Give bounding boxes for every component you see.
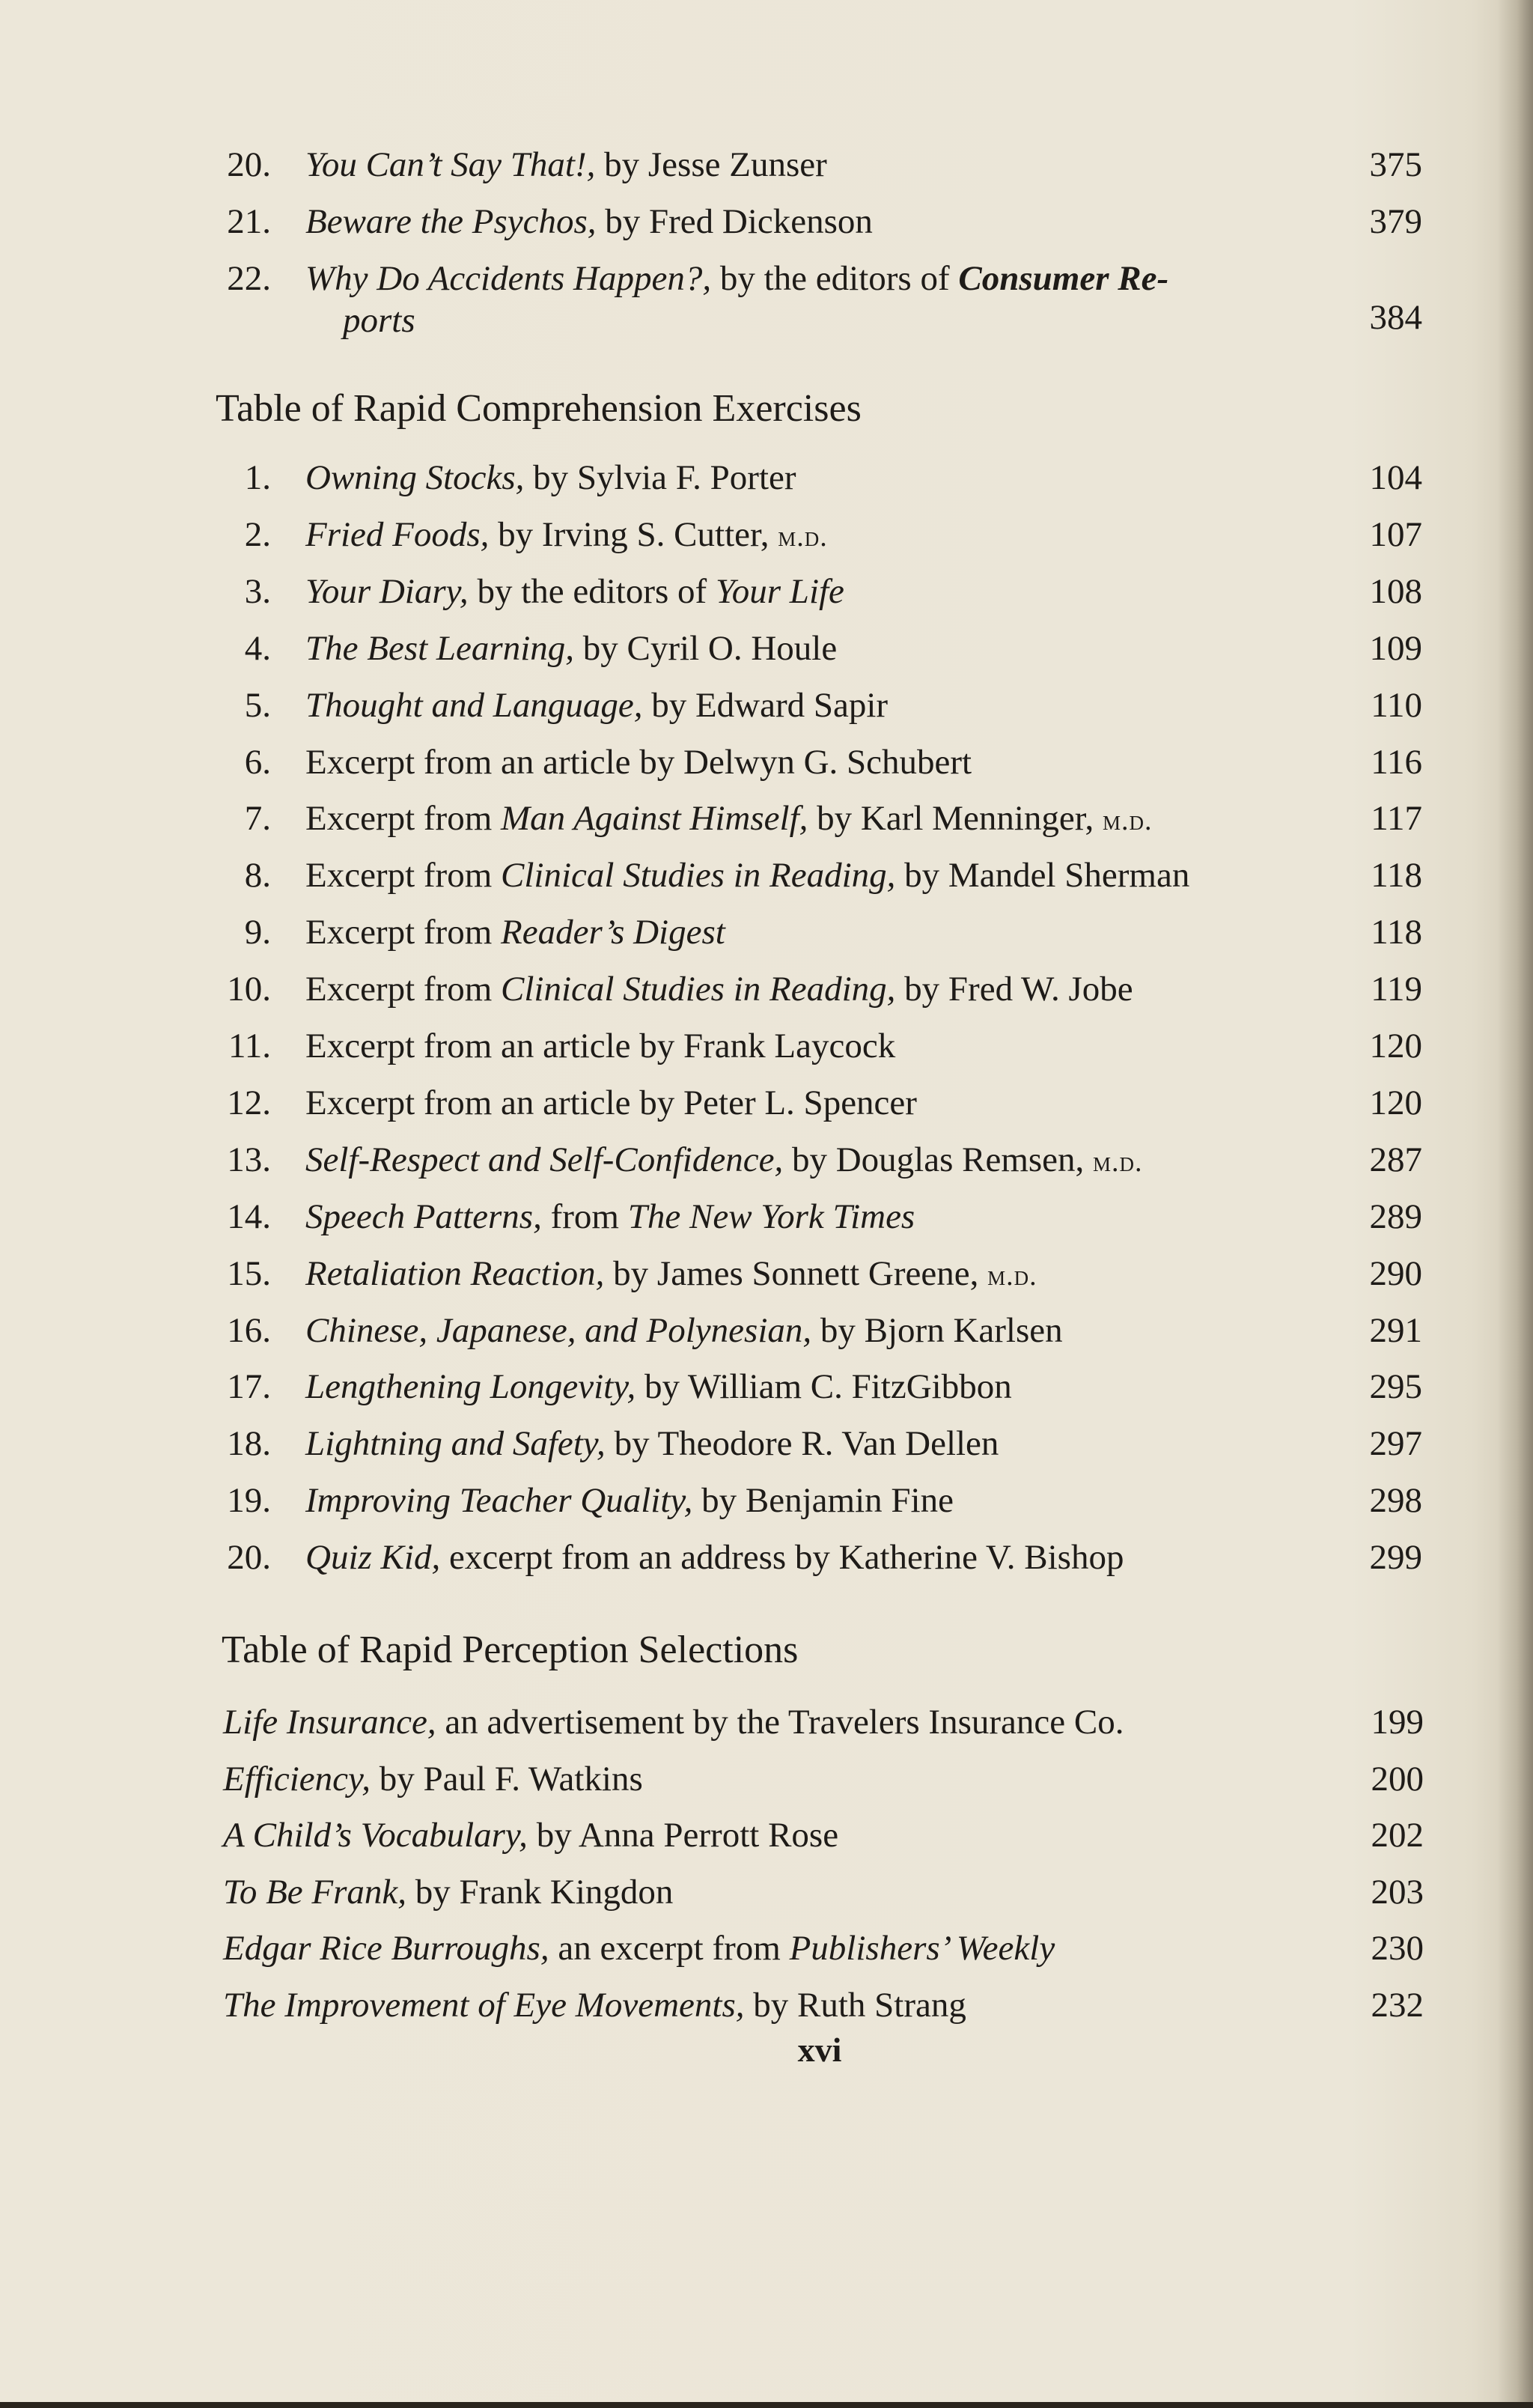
page-number: 203 [1371, 1873, 1424, 1912]
list-entry [305, 911, 725, 953]
list-number: 9. [244, 913, 271, 952]
entry-author: by Mandel Sherman [895, 856, 1190, 895]
list-number: 7. [244, 799, 271, 838]
section-heading-comprehension: Table of Rapid Comprehension Exercises [216, 387, 862, 430]
entry-author: from [541, 1197, 628, 1236]
list-entry [223, 1814, 838, 1856]
page-number: 104 [1369, 458, 1422, 497]
entry-title-secondary: The New York Times [627, 1197, 915, 1236]
entry-title: The Improvement of Eye Movements, [223, 1986, 745, 2025]
list-entry [223, 1758, 643, 1800]
entry-title: Beware the Psychos, [305, 202, 597, 241]
page-number: 109 [1369, 629, 1422, 668]
entry-title: Your Diary, [305, 572, 469, 611]
list-number: 19. [227, 1481, 271, 1520]
list-entry [305, 571, 844, 612]
page-number: 375 [1369, 145, 1422, 184]
list-entry [305, 201, 873, 243]
list-number: 15. [227, 1254, 271, 1293]
list-number: 16. [227, 1311, 271, 1350]
page-number: 290 [1369, 1254, 1422, 1293]
entry-title: Chinese, Japanese, and Polynesian, [305, 1311, 812, 1350]
page-number: 232 [1371, 1986, 1424, 2025]
entry-author: by Frank Kingdon [406, 1873, 674, 1912]
entry-title: Efficiency, [223, 1760, 371, 1799]
page-number: 118 [1371, 913, 1422, 952]
entry-author: by the editors of [711, 259, 959, 298]
page-number: 118 [1371, 856, 1422, 895]
list-entry-continuation: ports [343, 301, 415, 340]
entry-prefix: Excerpt from [305, 856, 502, 895]
list-entry [223, 1927, 1055, 1969]
entry-title: Self-Respect and Self-Confidence, [305, 1140, 784, 1179]
entry-title: Speech Patterns, [305, 1197, 542, 1236]
list-number: 12. [227, 1083, 271, 1122]
entry-prefix: Excerpt from an article by Peter L. Spencer [305, 1083, 917, 1122]
entry-prefix: Excerpt from an article by Frank Laycock [305, 1027, 896, 1065]
entry-degree: m.d. [1103, 805, 1153, 836]
entry-degree: m.d. [1093, 1146, 1143, 1178]
list-entry [305, 854, 1189, 896]
list-number: 5. [244, 686, 271, 725]
entry-title: Clinical Studies in Reading, [501, 856, 896, 895]
page-number: 120 [1369, 1027, 1422, 1065]
list-number: 22. [227, 259, 271, 298]
list-entry [223, 1871, 673, 1913]
list-entry [305, 514, 828, 558]
list-entry [305, 741, 972, 783]
entry-prefix: Excerpt from [305, 970, 502, 1009]
entry-author: by Irving S. Cutter, [489, 515, 778, 554]
entry-prefix: Excerpt from an article by Delwyn G. Schubert [305, 743, 972, 782]
entry-degree: m.d. [778, 521, 828, 553]
page-number: 200 [1371, 1760, 1424, 1799]
list-entry [305, 1196, 915, 1238]
list-number: 21. [227, 202, 271, 241]
entry-author: by James Sonnett Greene, [604, 1254, 988, 1293]
entry-author: by Fred Dickenson [596, 202, 873, 241]
page-number: 291 [1369, 1311, 1422, 1350]
page-number: 297 [1369, 1424, 1422, 1463]
entry-title-secondary: Consumer Re- [958, 259, 1169, 298]
entry-title: Thought and Language, [305, 686, 643, 725]
list-entry [223, 1701, 1124, 1743]
entry-title: Lightning and Safety, [305, 1424, 606, 1463]
entry-author: by the editors of [468, 572, 716, 611]
entry-title: A Child’s Vocabulary, [223, 1816, 528, 1855]
list-entry [305, 797, 1153, 842]
entry-degree: m.d. [987, 1260, 1037, 1292]
list-entry [305, 1082, 917, 1124]
list-entry [223, 1984, 966, 2026]
entry-author: by Douglas Remsen, [783, 1140, 1094, 1179]
entry-author: by Fred W. Jobe [895, 970, 1133, 1009]
page-number: 230 [1371, 1929, 1424, 1968]
entry-title: Quiz Kid, [305, 1538, 441, 1577]
page-bottom-edge [0, 2402, 1533, 2408]
entry-author: by Edward Sapir [642, 686, 889, 725]
entry-title: Lengthening Longevity, [305, 1367, 636, 1406]
list-entry [305, 1310, 1063, 1352]
list-number: 10. [227, 970, 271, 1009]
page-number: 202 [1371, 1816, 1424, 1855]
page-number: 199 [1371, 1703, 1424, 1742]
entry-author: by Jesse Zunser [595, 145, 827, 184]
page-number: 107 [1369, 515, 1422, 554]
list-number: 20. [227, 145, 271, 184]
entry-author: an excerpt from [549, 1929, 790, 1968]
entry-title: To Be Frank, [223, 1873, 407, 1912]
page-number: 289 [1369, 1197, 1422, 1236]
entry-author: by Karl Menninger, [808, 799, 1103, 838]
entry-author: an advertisement by the Travelers Insurance Co. [436, 1703, 1124, 1742]
list-number: 1. [244, 458, 271, 497]
entry-prefix: Excerpt from [305, 913, 502, 952]
list-entry [305, 684, 888, 726]
list-number: 14. [227, 1197, 271, 1236]
list-number: 2. [244, 515, 271, 554]
entry-title-secondary: Your Life [715, 572, 844, 611]
page-number: 287 [1369, 1140, 1422, 1179]
page-folio: xvi [797, 2031, 842, 2069]
entry-title: Clinical Studies in Reading, [501, 970, 896, 1009]
entry-title: Retaliation Reaction, [305, 1254, 605, 1293]
list-entry [305, 144, 827, 186]
entry-title: Man Against Himself, [501, 799, 808, 838]
entry-title: The Best Learning, [305, 629, 575, 668]
entry-author: by Cyril O. Houle [574, 629, 838, 668]
entry-title: Why Do Accidents Happen?, [305, 259, 712, 298]
page-number: 119 [1371, 970, 1422, 1009]
list-number: 3. [244, 572, 271, 611]
list-entry [305, 1025, 895, 1067]
list-entry [305, 1536, 1124, 1578]
list-number: 20. [227, 1538, 271, 1577]
list-entry [305, 1253, 1037, 1297]
list-entry [305, 258, 1168, 300]
page-number: 117 [1371, 799, 1422, 838]
page-number: 299 [1369, 1538, 1422, 1577]
entry-author: by Benjamin Fine [692, 1481, 954, 1520]
entry-title: Owning Stocks, [305, 458, 525, 497]
list-entry [305, 627, 837, 669]
entry-author: by Anna Perrott Rose [527, 1816, 839, 1855]
list-number: 6. [244, 743, 271, 782]
page-number: 120 [1369, 1083, 1422, 1122]
list-entry [305, 1366, 1012, 1408]
page-number: 384 [1369, 298, 1422, 337]
page-number: 379 [1369, 202, 1422, 241]
list-entry [305, 1423, 999, 1465]
list-number: 4. [244, 629, 271, 668]
entry-author: by Bjorn Karlsen [811, 1311, 1063, 1350]
entry-author: excerpt from an address by Katherine V. Bishop [440, 1538, 1124, 1577]
page-number: 108 [1369, 572, 1422, 611]
list-entry [305, 457, 796, 499]
list-number: 13. [227, 1140, 271, 1179]
entry-author: by Ruth Strang [744, 1986, 966, 2025]
page-number: 110 [1371, 686, 1422, 725]
entry-author: by Theodore R. Van Dellen [605, 1424, 999, 1463]
entry-prefix: Excerpt from [305, 799, 502, 838]
entry-title-secondary: Publishers’ Weekly [789, 1929, 1055, 1968]
list-entry [305, 968, 1133, 1010]
page-number: 116 [1371, 743, 1422, 782]
list-number: 8. [244, 856, 271, 895]
entry-author: by Paul F. Watkins [371, 1760, 643, 1799]
entry-title: Fried Foods, [305, 515, 490, 554]
section-heading-perception: Table of Rapid Perception Selections [222, 1629, 799, 1671]
list-number: 18. [227, 1424, 271, 1463]
page-number: 298 [1369, 1481, 1422, 1520]
entry-author: by Sylvia F. Porter [524, 458, 796, 497]
list-number: 11. [228, 1027, 271, 1065]
entry-title: Improving Teacher Quality, [305, 1481, 693, 1520]
page-number: 295 [1369, 1367, 1422, 1406]
list-entry [305, 1480, 954, 1521]
entry-title: You Can’t Say That!, [305, 145, 596, 184]
entry-title: Edgar Rice Burroughs, [223, 1929, 549, 1968]
entry-title: Reader’s Digest [501, 913, 725, 952]
list-number: 17. [227, 1367, 271, 1406]
list-entry [305, 1139, 1143, 1183]
entry-title: Life Insurance, [223, 1703, 436, 1742]
entry-author: by William C. FitzGibbon [636, 1367, 1012, 1406]
